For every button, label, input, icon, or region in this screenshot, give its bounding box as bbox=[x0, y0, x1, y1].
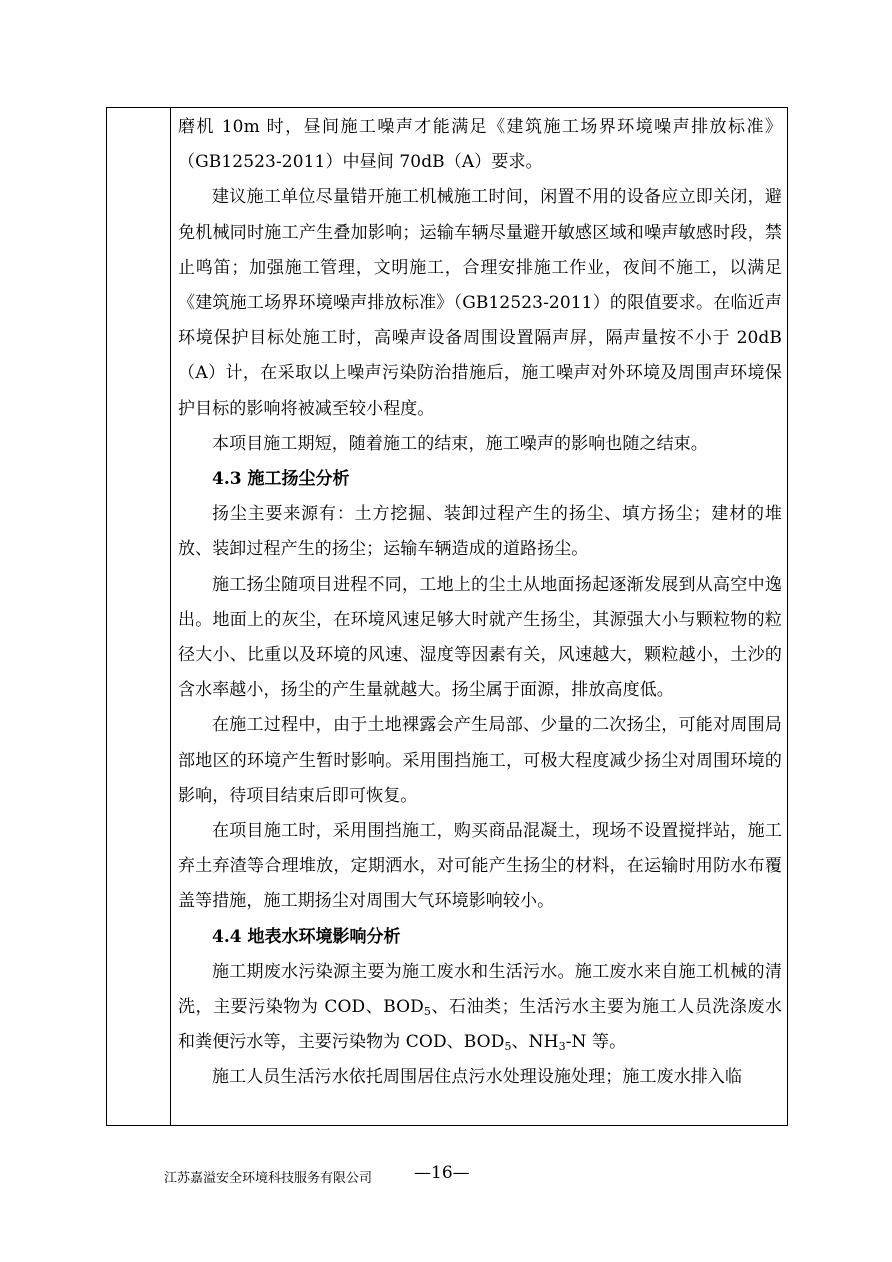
paragraph-wastewater-treatment: 施工人员生活污水依托周围居住点污水处理设施处理；施工废水排入临 bbox=[212, 1067, 743, 1088]
subscript: 5 bbox=[504, 1040, 512, 1054]
paragraph-wastewater-sources bbox=[178, 955, 782, 1061]
text-segment: -N 等。 bbox=[565, 1032, 627, 1053]
text-segment: 施工期废水污染源主要为施工废水和生活污水。施工废水来自施工机械的清洗，主要污染物为 COD、BOD bbox=[178, 961, 782, 1018]
paragraph-noise-measures: 建议施工单位尽量错开施工机械施工时间，闲置不用的设备应立即关闭，避免机械同时施工产生叠加影响；运输车辆尽量避开敏感区域和噪声敏感时段，禁止鸣笛；加强施工管理，文明施工，合理安排施工作业，夜间不施工，以满足《建筑施工场界环境噪声排放标准》（GB12523-2011）的限值要求。在临近声环境保护目标处施工时，高噪声设备周围设置隔声屏，隔声量按不小于 20dB（A）计，在采取以上噪声污染防治措施后，施工噪声对外环境及周围声环境保护目标的影响将被减至较小程度。 bbox=[178, 187, 782, 419]
paragraph-dust-mechanism: 施工扬尘随项目进程不同，工地上的尘土从地面扬起逐渐发展到从高空中逸出。地面上的灰尘，在环境风速足够大时就产生扬尘，其源强大小与颗粒物的粒径大小、比重以及环境的风速、湿度等因素有关，风速越大，颗粒越小，土沙的含水率越小，扬尘的产生量就越大。扬尘属于面源，排放高度低。 bbox=[178, 574, 782, 701]
text-segment: 、NH bbox=[511, 1032, 559, 1053]
paragraph-dust-sources: 扬尘主要来源有：土方挖掘、装卸过程产生的扬尘、填方扬尘；建材的堆放、装卸过程产生的扬尘；运输车辆造成的道路扬尘。 bbox=[178, 504, 782, 560]
paragraph-noise-end: 本项目施工期短，随着施工的结束，施工噪声的影响也随之结束。 bbox=[212, 433, 708, 454]
report-table bbox=[106, 107, 788, 1126]
table-label-column bbox=[107, 108, 171, 1125]
paragraph-noise-standard: 磨机 10m 时，昼间施工噪声才能满足《建筑施工场界环境噪声排放标准》（GB12523-2011）中昼间 70dB（A）要求。 bbox=[178, 117, 782, 173]
company-name: 江苏嘉溢安全环境科技服务有限公司 bbox=[164, 1171, 373, 1186]
page-number: —16— bbox=[414, 1163, 470, 1183]
text-segment: 、石油类；生活污水主要为施工人员洗涤废水和粪便污水等，主要污染物为 COD、BOD bbox=[178, 997, 783, 1053]
table-content-cell bbox=[178, 110, 782, 1096]
section-heading-4-3: 4.3 施工扬尘分析 bbox=[212, 469, 350, 490]
subscript: 5 bbox=[423, 1005, 432, 1019]
section-heading-4-4: 4.4 地表水环境影响分析 bbox=[212, 926, 401, 947]
page-footer bbox=[0, 1163, 892, 1193]
paragraph-dust-measures: 在项目施工时，采用围挡施工，购买商品混凝土，现场不设置搅拌站，施工弃土弃渣等合理堆放，定期洒水，对可能产生扬尘的材料，在运输时用防水布覆盖等措施，施工期扬尘对周围大气环境影响较小。 bbox=[178, 821, 782, 912]
paragraph-dust-secondary: 在施工过程中，由于土地裸露会产生局部、少量的二次扬尘，可能对周围局部地区的环境产生暂时影响。采用围挡施工，可极大程度减少扬尘对周围环境的影响，待项目结束后即可恢复。 bbox=[178, 715, 782, 806]
subscript: 3 bbox=[558, 1040, 566, 1054]
